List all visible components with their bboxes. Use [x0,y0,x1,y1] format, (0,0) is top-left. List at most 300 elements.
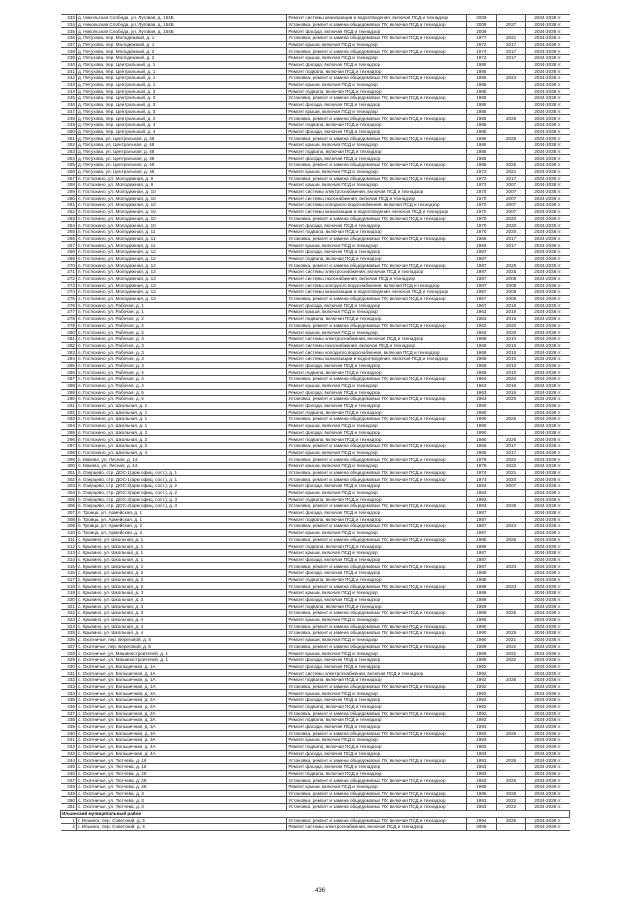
cell-addr: п. Гостюхино, ул. Рабочая, д. 3 [76,349,286,356]
cell-addr: д. Петухова, пер. Центральный, д. 3 [76,88,286,95]
cell-y1: 2008 [466,824,496,831]
cell-addr: с. Охотничье, ул. Большечная, д. 4А [76,750,286,757]
cell-y1: 1987 [466,275,496,282]
cell-y1: 1993 [466,489,496,496]
cell-y2: 2022 [496,456,526,463]
cell-addr: с. Крывино, ул. Школьная, д. 4 [76,623,286,630]
cell-per: 2034-2038 гг. [526,168,570,175]
cell-per: 2034-2038 гг. [526,229,570,236]
cell-y1: 1985 [466,95,496,102]
cell-per: 2034-2038 гг. [526,48,570,55]
cell-work: Ремонт крыши, включая ПСД и технадзор [287,168,467,175]
cell-work: Установка, ремонт и замена общедомовых ПУ, включая ПСД и технадзор [287,623,467,630]
cell-num: 282 [61,342,77,349]
cell-y2: 2026 [496,817,526,824]
cell-addr: д. Петухова, ул. Центральная, д. 49 [76,162,286,169]
cell-num: 304 [61,489,77,496]
cell-work: Ремонт подвала, включая ПСД и технадзор [287,409,467,416]
cell-num: 259 [61,188,77,195]
cell-per: 2034-2038 гг. [526,188,570,195]
cell-y2 [496,255,526,262]
cell-work: Установка, ремонт и замена общедомовых ПУ, включая ПСД и технадзор [287,503,467,510]
cell-num: 338 [61,717,77,724]
cell-addr: с. Охотничье, ул. Большечная, д. 3А [76,717,286,724]
cell-work: Ремонт крыши, включая ПСД и технадзор [287,329,467,336]
cell-y2: 2010 [496,349,526,356]
table-row [61,590,570,597]
cell-work: Установка, ремонт и замена общедомовых ПУ, включая ПСД и технадзор [287,730,467,737]
cell-work: Ремонт крыши, включая ПСД и технадзор [287,309,467,316]
cell-work: Ремонт подвала, включая ПСД и технадзор [287,703,467,710]
table-row [61,463,570,470]
cell-y1: 1987 [466,516,496,523]
cell-y2: 2026 [496,677,526,684]
cell-work: Ремонт подвала, включая ПСД и технадзор [287,255,467,262]
cell-work: Ремонт крыши, включая ПСД и технадзор [287,529,467,536]
table-row [61,235,570,242]
cell-y1: 1990 [466,422,496,429]
cell-y2: 2026 [496,777,526,784]
table-row [61,215,570,222]
cell-num: 257 [61,175,77,182]
table-row [61,650,570,657]
cell-work: Ремонт подвала, включая ПСД и технадзор [287,516,467,523]
cell-per: 2034-2038 гг. [526,302,570,309]
table-row [61,162,570,169]
cell-y1: 1989 [466,643,496,650]
cell-y2: 2017 [496,55,526,62]
cell-y1: 1987 [466,269,496,276]
cell-y1: 1992 [466,670,496,677]
table-row [61,242,570,249]
cell-y2 [496,764,526,771]
cell-y2 [496,516,526,523]
cell-y2 [496,68,526,75]
cell-y2 [496,784,526,791]
cell-y2 [496,616,526,623]
cell-y1: 1983 [466,777,496,784]
cell-work: Установка, ремонт и замена общедомовых ПУ, включая ПСД и технадзор [287,21,467,28]
cell-per: 2034-2038 гг. [526,242,570,249]
cell-addr: с. Крывино, ул. Школьная, д. 4 [76,630,286,637]
cell-per: 2034-2038 гг. [526,483,570,490]
cell-num: 323 [61,616,77,623]
cell-y1: 1987 [466,529,496,536]
cell-num: 289 [61,389,77,396]
cell-y1: 1963 [466,315,496,322]
table-row [61,376,570,383]
cell-y1: 2009 [466,15,496,22]
cell-num: 272 [61,275,77,282]
cell-addr: д. Петухова, ул. Центральная, д. 48 [76,148,286,155]
cell-addr: с. Крывино, ул. Школьная, д. 1 [76,563,286,570]
cell-per: 2034-2038 гг. [526,710,570,717]
cell-per: 2034-2038 гг. [526,309,570,316]
cell-y2 [496,81,526,88]
cell-work: Установка, ремонт и замена общедомовых ПУ, включая ПСД и технадзор [287,757,467,764]
cell-work: Ремонт подвала, включая ПСД и технадзор [287,88,467,95]
cell-y1: 1974 [466,48,496,55]
cell-y2: 2025 [496,269,526,276]
cell-y1: 1987 [466,262,496,269]
cell-num: 275 [61,295,77,302]
table-row [61,616,570,623]
cell-work: Ремонт подвала, включая ПСД и технадзор [287,543,467,550]
cell-num: 277 [61,309,77,316]
cell-y1: 1992 [466,703,496,710]
cell-num: 297 [61,443,77,450]
cell-y1: 1989 [466,596,496,603]
cell-work: Установка, ремонт и замена общедомовых ПУ, включая ПСД и технадзор [287,536,467,543]
cell-y1: 1978 [466,463,496,470]
cell-per: 2034-2038 гг. [526,583,570,590]
table-row [61,208,570,215]
cell-addr: д. Петухова, пер. Центральный, д. 4 [76,122,286,129]
cell-addr: п. Маково, ул. Лесная, д. 14 [76,463,286,470]
table-row [61,309,570,316]
cell-num: 320 [61,596,77,603]
cell-addr: д. Петухова, пер. Центральный, д. 1 [76,81,286,88]
cell-y1: 1985 [466,122,496,129]
cell-per: 2034-2038 гг. [526,563,570,570]
cell-addr: п. Гостюхино, ул. Рабочая, д. 1 [76,302,286,309]
cell-y2 [496,529,526,536]
cell-num: 288 [61,382,77,389]
cell-addr: д. Петухова, ул. Центральная, д. 48 [76,142,286,149]
cell-y2: 2021 [496,636,526,643]
table-row [61,128,570,135]
cell-work: Ремонт фасада, включая ПСД и технадзор [287,556,467,563]
cell-work: Ремонт системы канализации и водоотведения, включая ПСД и технадзор [287,356,467,363]
table-row [61,122,570,129]
cell-work: Ремонт фасада, включая ПСД и технадзор [287,28,467,35]
cell-y2: 2027 [496,21,526,28]
cell-y1: 1985 [466,128,496,135]
table-row [61,155,570,162]
table-row [61,48,570,55]
cell-y1: 1993 [466,730,496,737]
table-row [61,456,570,463]
cell-num: 283 [61,349,77,356]
table-row [61,583,570,590]
cell-addr: д. Никольская Слобода, ул. Луговая, д. 154Б [76,21,286,28]
cell-y2: 2025 [496,135,526,142]
cell-addr: с. Охотничье, ул. Тютчева, д. 16 [76,757,286,764]
cell-y1: 1967 [466,295,496,302]
table-row [61,81,570,88]
cell-num: 348 [61,784,77,791]
cell-addr: п. Маково, ул. Лесная, д. 14 [76,456,286,463]
table-row [61,35,570,42]
cell-per: 2034-2038 гг. [526,55,570,62]
cell-y2: 2016 [496,382,526,389]
cell-y2: 2022 [496,657,526,664]
cell-addr: п. Гостюхино, ул. Молодежная, д. 10 [76,208,286,215]
cell-num: 321 [61,603,77,610]
cell-work: Установка, ремонт и замена общедомовых ПУ, включая ПСД и технадзор [287,643,467,650]
cell-y2: 2020 [496,229,526,236]
cell-num: 248 [61,115,77,122]
cell-per: 2034-2038 гг. [526,142,570,149]
table-row [61,523,570,530]
cell-num: 330 [61,663,77,670]
cell-y2 [496,122,526,129]
cell-y1: 1978 [466,456,496,463]
cell-per: 2034-2038 гг. [526,730,570,737]
cell-y1: 1989 [466,657,496,664]
cell-work: Ремонт крыши, включая ПСД и технадзор [287,616,467,623]
cell-work: Ремонт крыши, включая ПСД и технадзор [287,590,467,597]
cell-work: Ремонт подвала, включая ПСД и технадзор [287,603,467,610]
cell-num: 318 [61,583,77,590]
cell-work: Ремонт крыши, включая ПСД и технадзор [287,463,467,470]
cell-work: Ремонт системы газоснабжения, включая ПСД и технадзор [287,275,467,282]
cell-per: 2034-2038 гг. [526,697,570,704]
table-body [61,15,570,831]
cell-y1: 1990 [466,409,496,416]
cell-per: 2034-2038 гг. [526,75,570,82]
cell-addr: п. Озерцево, стр. ДОС-2(арм офиц. сост.), д. 3 [76,496,286,503]
cell-y2 [496,737,526,744]
cell-per: 2034-2038 гг. [526,21,570,28]
cell-y2: 2007 [496,195,526,202]
cell-per: 2034-2038 гг. [526,543,570,550]
table-row [61,636,570,643]
cell-y2: 2010 [496,342,526,349]
cell-y1: 1968 [466,342,496,349]
cell-y1: 1985 [466,88,496,95]
cell-y2: 2017 [496,443,526,450]
table-row [61,777,570,784]
cell-work: Ремонт фасада, включая ПСД и технадзор [287,362,467,369]
cell-addr: п. Гостюхино, ул. Молодежная, д. 10 [76,222,286,229]
cell-per: 2034-2038 гг. [526,88,570,95]
cell-per: 2034-2038 гг. [526,28,570,35]
cell-num: 284 [61,356,77,363]
cell-per: 2034-2038 гг. [526,657,570,664]
cell-work: Установка, ремонт и замена общедомовых ПУ, включая ПСД и технадзор [287,162,467,169]
cell-y2: 2021 [496,35,526,42]
cell-num: 268 [61,249,77,256]
table-row [61,576,570,583]
cell-y2: 2008 [496,289,526,296]
cell-num: 252 [61,142,77,149]
cell-per: 2034-2038 гг. [526,208,570,215]
table-row [61,784,570,791]
cell-work: Установка, ремонт и замена общедомовых ПУ, включая ПСД и технадзор [287,48,467,55]
cell-y1: 1985 [466,61,496,68]
cell-addr: п. Гостюхино, ул. Рабочая, д. 4 [76,369,286,376]
cell-work: Ремонт системы холодного водоснабжения, включая ПСД и технадзор [287,349,467,356]
cell-num: 319 [61,590,77,597]
cell-num: 303 [61,483,77,490]
table-row [61,95,570,102]
cell-per: 2034-2038 гг. [526,202,570,209]
cell-work: Ремонт фасада, включая ПСД и технадзор [287,389,467,396]
cell-addr: п. Гостюхино, ул. Рабочая, д. 3 [76,342,286,349]
cell-y2: 2007 [496,188,526,195]
cell-y1: 1968 [466,336,496,343]
cell-per: 2034-2038 гг. [526,750,570,757]
cell-y2: 2022 [496,463,526,470]
table-row [61,743,570,750]
cell-y2: 2020 [496,396,526,403]
cell-y2 [496,570,526,577]
cell-work: Установка, ремонт и замена общедомовых ПУ, включая ПСД и технадзор [287,610,467,617]
table-row [61,697,570,704]
cell-y2: 2010 [496,362,526,369]
cell-y2 [496,683,526,690]
cell-per: 2034-2038 гг. [526,536,570,543]
cell-addr: с. Крывино, ул. Школьная, д. 2 [76,570,286,577]
cell-addr: п. Троица, ул. Армейская, д. 1 [76,509,286,516]
cell-num: 294 [61,422,77,429]
cell-num: 250 [61,128,77,135]
cell-per: 2034-2038 гг. [526,436,570,443]
cell-per: 2034-2038 гг. [526,182,570,189]
cell-y1: 1985 [466,543,496,550]
cell-per: 2034-2038 гг. [526,784,570,791]
cell-per: 2034-2038 гг. [526,476,570,483]
cell-y2 [496,697,526,704]
cell-y1: 1968 [466,356,496,363]
cell-work: Ремонт фасада, включая ПСД и технадзор [287,128,467,135]
cell-addr: п. Гостюхино, ул. Рабочая, д. 2 [76,315,286,322]
cell-y2 [496,770,526,777]
cell-num: 332 [61,677,77,684]
cell-addr: с. Охотничье, ул. Тютчева, д. 3 [76,804,286,811]
table-row [61,556,570,563]
cell-per: 2034-2038 гг. [526,108,570,115]
cell-y1: 1993 [466,503,496,510]
cell-y2 [496,723,526,730]
cell-num: 266 [61,235,77,242]
cell-work: Ремонт крыши, включая ПСД и технадзор [287,142,467,149]
cell-work: Установка, ремонт и замена общедомовых ПУ, включая ПСД и технадзор [287,443,467,450]
cell-y2 [496,824,526,831]
cell-per: 2034-2038 гг. [526,643,570,650]
cell-addr: с. Крывино, ул. Школьная, д. 2 [76,583,286,590]
table-row [61,329,570,336]
cell-per: 2034-2038 гг. [526,677,570,684]
cell-num: 253 [61,148,77,155]
cell-num: 269 [61,255,77,262]
cell-addr: с. Охотничье, ул. Большечная, д. 1А [76,663,286,670]
cell-y1: 1967 [466,302,496,309]
cell-y2: 2025 [496,436,526,443]
cell-addr: д. Петухова, пер. Молодежный, д. 2 [76,48,286,55]
cell-addr: п. Гостюхино, ул. Рабочая, д. 2 [76,322,286,329]
cell-y2 [496,88,526,95]
cell-y2: 2025 [496,610,526,617]
cell-y1: 1985 [466,75,496,82]
cell-per: 2034-2038 гг. [526,429,570,436]
cell-per: 2034-2038 гг. [526,610,570,617]
cell-y1: 1993 [466,723,496,730]
cell-work: Ремонт подвала, включая ПСД и технадзор [287,369,467,376]
cell-per: 2034-2038 гг. [526,115,570,122]
cell-work: Установка, ремонт и замена общедомовых ПУ, включая ПСД и технадзор [287,456,467,463]
cell-addr: г. Ильинск, пер. Советский, д. 3 [76,824,286,831]
table-row [61,529,570,536]
cell-y1: 1992 [466,683,496,690]
cell-num: 307 [61,509,77,516]
cell-y2: 2020 [496,322,526,329]
cell-y1: 1977 [466,35,496,42]
cell-num: 317 [61,576,77,583]
cell-y1: 1965 [466,449,496,456]
cell-addr: с. Крывино, ул. Школьная, д. 3 [76,596,286,603]
cell-y2: 2025 [496,503,526,510]
cell-y1: 1983 [466,764,496,771]
cell-num: 240 [61,61,77,68]
cell-work: Ремонт фасада, включая ПСД и технадзор [287,663,467,670]
cell-num: 295 [61,429,77,436]
cell-y2: 2023 [496,563,526,570]
cell-num: 326 [61,636,77,643]
table-row [61,289,570,296]
cell-y1: 1993 [466,717,496,724]
cell-per: 2034-2038 гг. [526,764,570,771]
cell-y1: 1983 [466,797,496,804]
cell-per: 2034-2038 гг. [526,175,570,182]
cell-y1: 1983 [466,804,496,811]
cell-addr: п. Озерцево, стр. ДОС-2(арм офиц. сост.), д. 2 [76,489,286,496]
table-row [61,790,570,797]
cell-work: Ремонт системы электроснабжения, включая ПСД и технадзор [287,670,467,677]
cell-per: 2034-2038 гг. [526,650,570,657]
cell-addr: с. Охотничье, ул. Тютчева, д. 29 [76,770,286,777]
cell-num: 244 [61,88,77,95]
cell-per: 2034-2038 гг. [526,61,570,68]
cell-num: 270 [61,262,77,269]
cell-per: 2034-2038 гг. [526,469,570,476]
cell-work: Установка, ремонт и замена общедомовых ПУ, включая ПСД и технадзор [287,135,467,142]
cell-num: 293 [61,416,77,423]
cell-work: Ремонт фасада, включая ПСД и технадзор [287,509,467,516]
table-row [61,315,570,322]
cell-addr: д. Петухова, пер. Центральный, д. 3 [76,108,286,115]
table-row [61,55,570,62]
cell-addr: п. Гостюхино, ул. Молодежная, д. 11 [76,242,286,249]
cell-per: 2034-2038 гг. [526,289,570,296]
cell-y2 [496,148,526,155]
cell-addr: п. Гостюхино, ул. Рабочая, д. 5 [76,389,286,396]
cell-y1: 1990 [466,630,496,637]
table-row [61,630,570,637]
cell-y1: 1992 [466,710,496,717]
cell-addr: с. Охотничье, пер. Береговой, д. 5 [76,643,286,650]
cell-y2: 2026 [496,790,526,797]
cell-y1: 1974 [466,476,496,483]
cell-work: Ремонт крыши, включая ПСД и технадзор [287,242,467,249]
cell-num: 258 [61,182,77,189]
cell-y1: 1970 [466,195,496,202]
cell-num: 285 [61,362,77,369]
cell-addr: с. Охотничье, ул. Большечная, д. 3А [76,737,286,744]
table-row [61,182,570,189]
cell-per: 2034-2038 гг. [526,349,570,356]
cell-work: Установка, ремонт и замена общедомовых ПУ, включая ПСД и технадзор [287,175,467,182]
cell-y1: 1964 [466,382,496,389]
cell-y2 [496,590,526,597]
cell-num: 264 [61,222,77,229]
cell-y2: 2007 [496,483,526,490]
cell-y2 [496,623,526,630]
cell-work: Ремонт подвала, включая ПСД и технадзор [287,770,467,777]
cell-addr: п. Гостюхино, ул. Рабочая, д. 4 [76,382,286,389]
cell-work: Ремонт крыши, включая ПСД и технадзор [287,489,467,496]
